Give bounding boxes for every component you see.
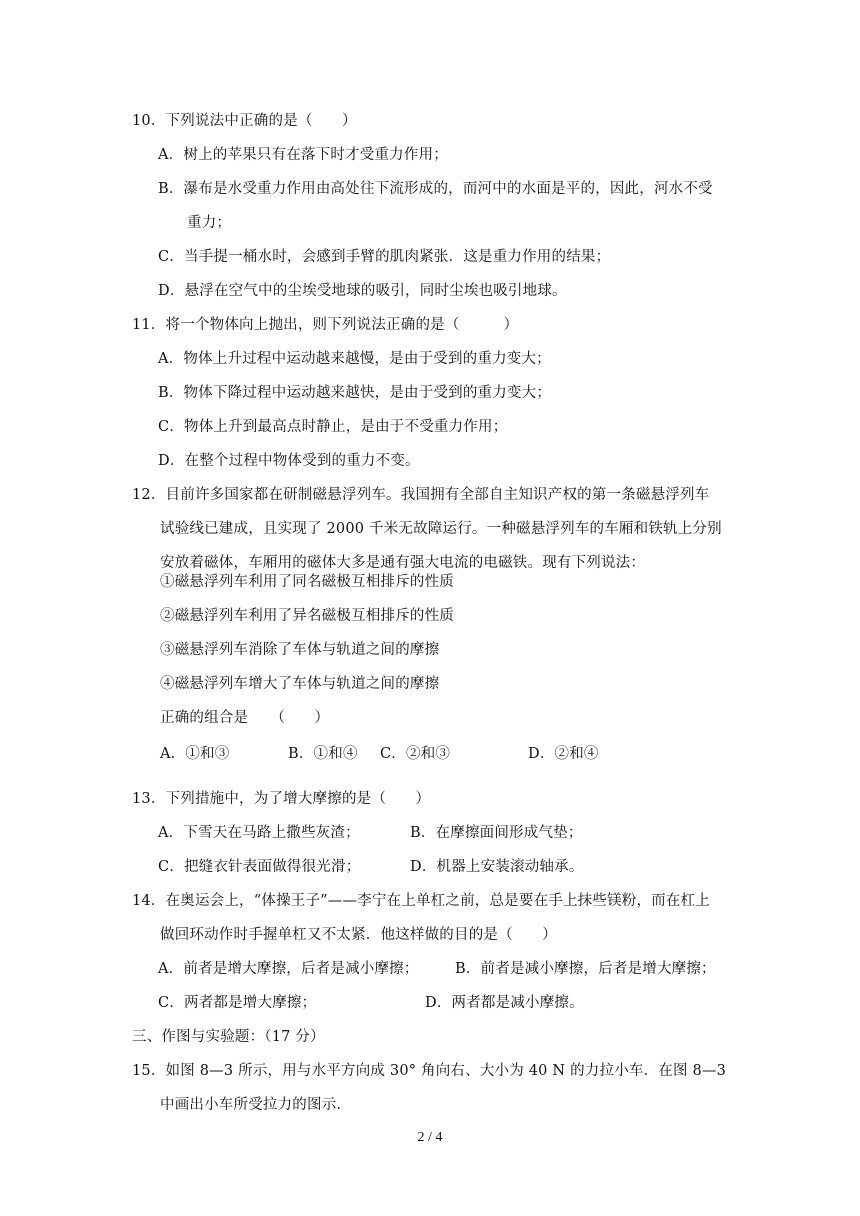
q10-option-c: C．当手提一桶水时，会感到手臂的肌肉紧张．这是重力作用的结果； (158, 249, 611, 265)
q12-stem-line1: 12．目前许多国家都在研制磁悬浮列车。我国拥有全部自主知识产权的第一条磁悬浮列车 (132, 487, 710, 503)
q12-ask: 正确的组合是 （ ） (160, 710, 330, 726)
section-heading: 三、作图与实验题：（17 分） (132, 1029, 325, 1045)
q11-stem: 11．将一个物体向上抛出，则下列说法正确的是（ ） (132, 317, 519, 333)
q12-option-c: C．②和③ (380, 746, 451, 762)
q10-option-b-cont: 重力； (187, 215, 232, 231)
q13-stem: 13．下列措施中，为了增大摩擦的是（ ） (132, 791, 431, 807)
q14-option-b: B．前者是减小摩擦，后者是增大摩擦； (455, 961, 716, 977)
q13-option-b: B．在摩擦面间形成气垫； (410, 825, 583, 841)
q12-option-a: A．①和③ (160, 746, 230, 762)
q12-statement-3: ③磁悬浮列车消除了车体与轨道之间的摩擦 (160, 642, 440, 658)
q10-stem: 10．下列说法中正确的是（ ） (132, 113, 357, 129)
q12-statement-1: ①磁悬浮列车利用了同名磁极互相排斥的性质 (160, 574, 454, 590)
q10-option-d: D．悬浮在空气中的尘埃受地球的吸引，同时尘埃也吸引地球。 (158, 283, 567, 299)
q12-option-b: B．①和④ (288, 746, 358, 762)
q15-line1: 15．如图 8—3 所示，用与水平方向成 30° 角向右、大小为 40 N 的力拉小车．在图 8—3 (132, 1063, 727, 1079)
q14-option-a: A．前者是增大摩擦，后者是减小摩擦； (158, 961, 419, 977)
q11-option-a: A．物体上升过程中运动越来越慢，是由于受到的重力变大； (158, 351, 551, 367)
q12-stem-line2: 试验线已建成，且实现了 2000 千米无故障运行。一种磁悬浮列车的车厢和铁轨上分别 (160, 521, 722, 537)
q15-line2: 中画出小车所受拉力的图示. (160, 1097, 342, 1113)
q12-stem-line3: 安放着磁体，车厢用的磁体大多是通有强大电流的电磁铁。现有下列说法： (160, 555, 646, 571)
page-number: 2 / 4 (417, 1130, 443, 1145)
q12-option-d: D．②和④ (528, 746, 599, 762)
q13-option-a: A．下雪天在马路上撒些灰渣； (158, 825, 360, 841)
q14-option-c: C．两者都是增大摩擦； (158, 995, 317, 1011)
q14-option-d: D．两者都是减小摩擦。 (425, 995, 584, 1011)
q11-option-b: B．物体下降过程中运动越来越快，是由于受到的重力变大； (158, 385, 552, 401)
q10-option-b: B．瀑布是水受重力作用由高处往下流形成的，而河中的水面是平的，因此，河水不受 (158, 181, 713, 197)
q13-option-c: C．把缝衣针表面做得很光滑； (158, 859, 361, 875)
q10-option-a: A．树上的苹果只有在落下时才受重力作用； (158, 147, 448, 163)
q12-statement-2: ②磁悬浮列车利用了异名磁极互相排斥的性质 (160, 608, 454, 624)
q11-option-d: D．在整个过程中物体受到的重力不变。 (158, 453, 420, 469)
q11-option-c: C．物体上升到最高点时静止，是由于不受重力作用； (158, 419, 508, 435)
q14-stem-line1: 14．在奥运会上，“体操王子”——李宁在上单杠之前，总是要在手上抹些镁粉，而在杠上 (132, 893, 710, 909)
q14-stem-line2: 做回环动作时手握单杠又不太紧．他这样做的目的是（ ） (160, 927, 557, 943)
q13-option-d: D．机器上安装滚动轴承。 (410, 859, 584, 875)
q12-statement-4: ④磁悬浮列车增大了车体与轨道之间的摩擦 (160, 676, 440, 692)
